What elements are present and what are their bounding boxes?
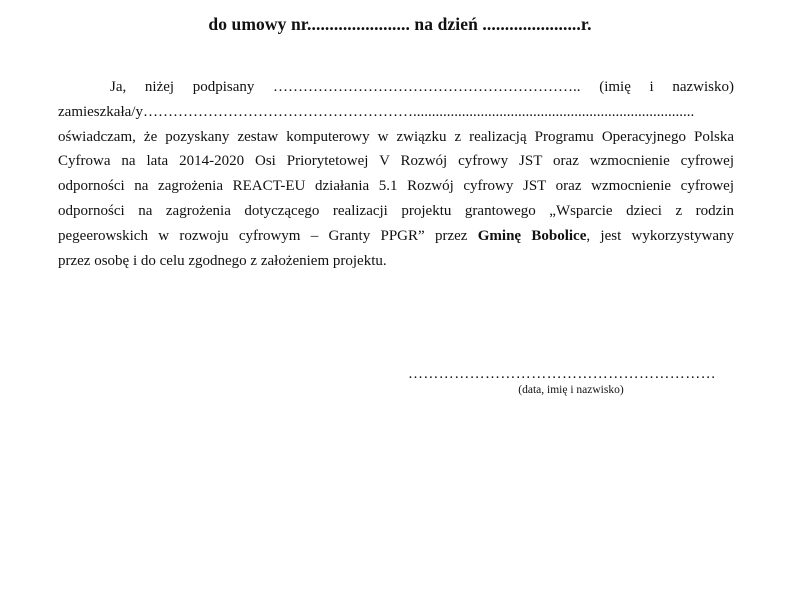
declaration-line-6: odporności na zagrożenia dotyczącego realizacji projektu grantowego „Wsparcie dzieci z rodzin bbox=[58, 202, 734, 219]
declaration-line-4: Cyfrowa na lata 2014-2020 Osi Priorytetowej V Rozwój cyfrowy JST oraz wzmocnienie cyfrowej bbox=[58, 153, 734, 170]
municipality-name: Gminę Bobolice bbox=[477, 227, 587, 244]
declaration-line-address: zamieszkała/y………………………………………………........................................................................... bbox=[58, 103, 695, 120]
document-title: do umowy nr....................... na dzień ......................r. bbox=[208, 14, 592, 34]
declaration-line-7 bbox=[58, 224, 734, 249]
signature-line: …………………………………………………… bbox=[408, 366, 716, 382]
declaration-line-7-end: , jest wykorzystywany bbox=[586, 227, 735, 244]
declaration-line-name: Ja, niżej podpisany …………………………………………………….. (imię i nazwisko) bbox=[110, 79, 734, 95]
declaration-line-7-start: pegeerowskich w rozwoju cyfrowym – Granty PPGR” przez bbox=[58, 227, 478, 244]
declaration-line-3: oświadczam, że pozyskany zestaw komputerowy w związku z realizacją Programu Operacyjnego Polska bbox=[58, 128, 734, 145]
declaration-line-5: odporności na zagrożenia REACT-EU działania 5.1 Rozwój cyfrowy JST oraz wzmocnienie cyfrowej bbox=[58, 178, 734, 195]
declaration-paragraph bbox=[58, 75, 734, 273]
signature-caption: (data, imię i nazwisko) bbox=[518, 384, 624, 396]
declaration-line-8: przez osobę i do celu zgodnego z założeniem projektu. bbox=[58, 252, 387, 269]
